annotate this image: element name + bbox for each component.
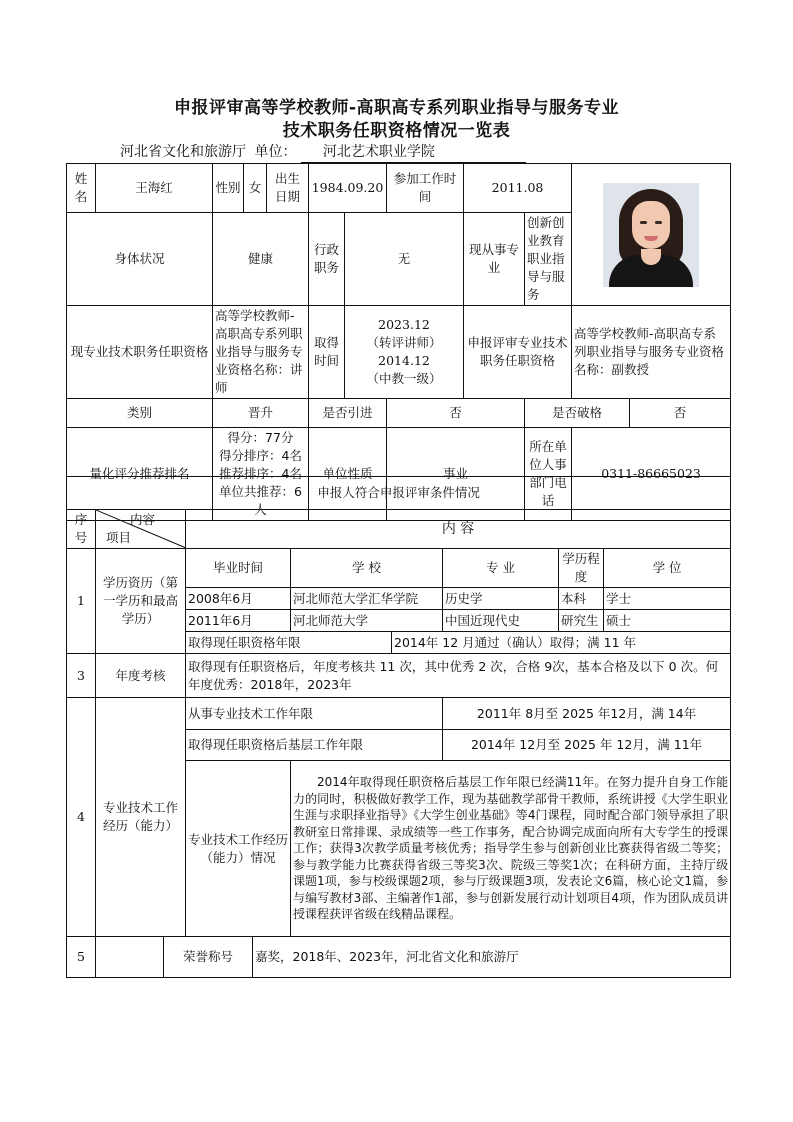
obtain-time-label: 取得时间 (309, 306, 345, 399)
edu-major: 历史学 (443, 588, 559, 610)
assessment-seq: 3 (67, 654, 96, 698)
photo-cell (572, 164, 731, 306)
health-value: 健康 (213, 213, 309, 306)
edu-col-level: 学历程度 (559, 549, 604, 588)
applicant-photo (603, 183, 699, 287)
tenure-value: 2014年 12 月通过（确认）取得；满 11 年 (392, 632, 731, 654)
unit-nature-label: 单位性质 (309, 428, 387, 521)
gender-label: 性别 (213, 164, 244, 213)
education-label: 学历资历（第一学历和最高学历） (96, 549, 186, 654)
ranking-label: 量化评分推荐排名 (67, 428, 213, 521)
hr-phone-value: 0311-86665023 (572, 428, 731, 521)
ranking-value: 得分：77分 得分排序：4名 推荐排序：4名 单位共推荐：6人 (213, 428, 309, 521)
edu-major: 中国近现代史 (443, 610, 559, 632)
experience-detail-text: 2014年取得现任职资格后基层工作年限已经满11年。在努力提升自身工作能力的同时，积极做好教学工作，现为基础教学部骨干教师，系统讲授《大学生职业生涯与求职择业指导》《大学生创业基础》等4门课程，同时配合部门领导承担了职教研室日常排课、录成绩等一些工作事务，配合协调完成面向所有大专学生的授课工作；获得3次教学质量考核优秀；指导学生参与创新创业比赛获得省级二等奖；参与教学能力比赛获得省级三等奖3次、院级三等奖1次；在科研方面，主持厅级课题1项，参与校级课题2项，参与厅级课题3项，发表论文6篇，核心论文1篇，参与编写教材3部、主编著作1部，参与创新发展行动计划项目4项，作为团队成员讲授课程获评省级在线精品课程。 (291, 761, 731, 937)
birth-label: 出生日期 (267, 164, 309, 213)
category-value: 晋升 (213, 399, 309, 428)
work-start-value: 2011.08 (464, 164, 572, 213)
edu-col-school: 学 校 (291, 549, 443, 588)
category-label: 类别 (67, 399, 213, 428)
work-start-label: 参加工作时间 (387, 164, 464, 213)
name-label: 姓名 (67, 164, 96, 213)
honor-blank (96, 937, 164, 978)
experience-years-value: 2011年 8月至 2025 年12月，满 14年 (443, 698, 731, 730)
edu-school: 河北师范大学汇华学院 (291, 588, 443, 610)
conditions-table (66, 476, 731, 978)
honor-seq: 5 (67, 937, 96, 978)
edu-col-degree: 学 位 (604, 549, 731, 588)
major-value: 创新创业教育职业指导与服务 (525, 213, 572, 306)
current-qualification-value: 高等学校教师-高职高专系列职业指导与服务专业资格名称：讲师 (213, 306, 309, 399)
edu-school: 河北师范大学 (291, 610, 443, 632)
edu-degree: 硕士 (604, 610, 731, 632)
edu-time: 2008年6月 (186, 588, 291, 610)
edu-level: 本科 (559, 588, 604, 610)
experience-label: 专业技术工作经历（能力） (96, 698, 186, 937)
edu-degree: 学士 (604, 588, 731, 610)
assessment-label: 年度考核 (96, 654, 186, 698)
content-header: 内 容 (186, 510, 731, 549)
experience-seq: 4 (67, 698, 96, 937)
honor-label: 荣誉称号 (164, 937, 253, 978)
edu-level: 研究生 (559, 610, 604, 632)
admin-value: 无 (345, 213, 464, 306)
tenure-label: 取得现任职资格年限 (186, 632, 392, 654)
department: 河北省文化和旅游厅 (120, 144, 246, 160)
exceptional-value: 否 (630, 399, 731, 428)
page-title-line1: 申报评审高等学校教师-高职高专系列职业指导与服务专业 (173, 98, 620, 118)
apply-qualification-label: 申报评审专业技术职务任职资格 (464, 306, 572, 399)
unit-label: 单位： (254, 144, 297, 160)
current-qualification-label: 现专业技术职务任职资格 (67, 306, 213, 399)
education-seq: 1 (67, 549, 96, 654)
unit-line (120, 142, 526, 163)
major-label: 现从事专业 (464, 213, 525, 306)
edu-col-major: 专 业 (443, 549, 559, 588)
edu-col-time: 毕业时间 (186, 549, 291, 588)
base-years-label: 取得现任职资格后基层工作年限 (186, 730, 443, 761)
honor-text: 嘉奖，2018年、2023年，河北省文化和旅游厅 (253, 937, 731, 978)
experience-years-label: 从事专业技术工作年限 (186, 698, 443, 730)
admin-label: 行政职务 (309, 213, 345, 306)
seq-header: 序号 (67, 510, 96, 549)
basic-info-table (66, 163, 731, 521)
health-label: 身体状况 (67, 213, 213, 306)
unit-nature-value: 事业 (387, 428, 525, 521)
base-years-value: 2014年 12月至 2025 年 12月，满 11年 (443, 730, 731, 761)
gender-value: 女 (244, 164, 267, 213)
unit-name: 河北艺术职业学院 (301, 142, 526, 163)
assessment-text: 取得现有任职资格后，年度考核共 11 次，其中优秀 2 次，合格 9次，基本合格及以下 0 次。何年度优秀：2018年，2023年 (186, 654, 731, 698)
introduced-label: 是否引进 (309, 399, 387, 428)
apply-qualification-value: 高等学校教师-高职高专系列职业指导与服务专业资格名称：副教授 (572, 306, 731, 399)
conditions-title: 申报人符合申报评审条件情况 (67, 477, 731, 510)
hr-phone-label: 所在单位人事部门电话 (525, 428, 572, 521)
exceptional-label: 是否破格 (525, 399, 630, 428)
name-value: 王海红 (96, 164, 213, 213)
obtain-time-value: 2023.12 （转评讲师） 2014.12 （中教一级） (345, 306, 464, 399)
introduced-value: 否 (387, 399, 525, 428)
item-content-corner: 内容 项目 (96, 510, 186, 549)
edu-time: 2011年6月 (186, 610, 291, 632)
birth-value: 1984.09.20 (309, 164, 387, 213)
experience-detail-label: 专业技术工作经历（能力）情况 (186, 761, 291, 937)
page-title-line2: 技术职务任职资格情况一览表 (282, 121, 511, 141)
